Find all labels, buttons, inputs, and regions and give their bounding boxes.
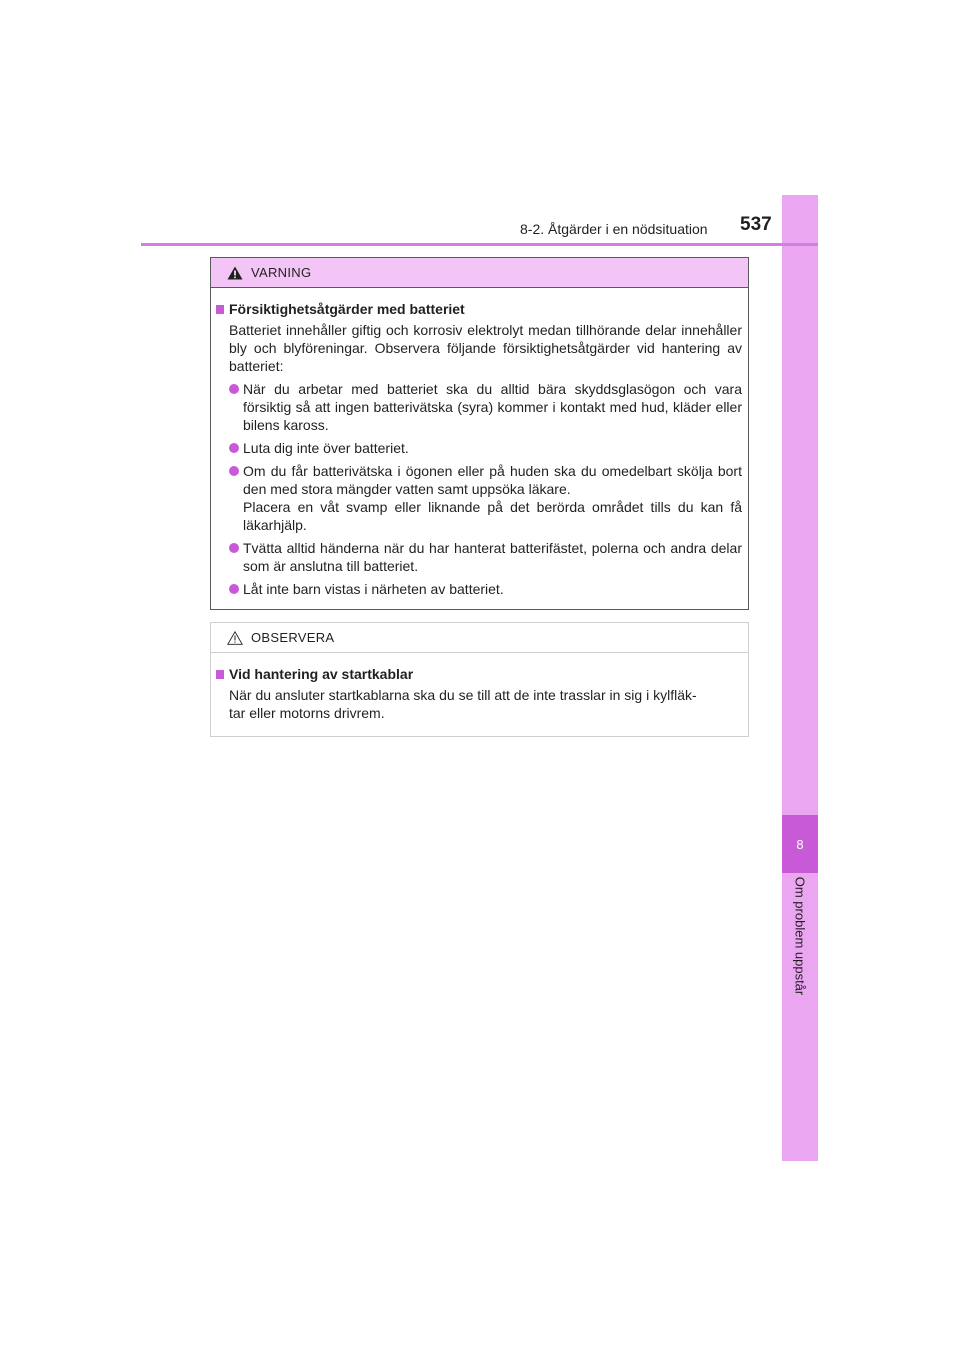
circle-bullet-icon — [229, 384, 239, 394]
circle-bullet-icon — [229, 466, 239, 476]
page-number: 537 — [740, 214, 772, 235]
warning-box — [210, 257, 749, 610]
list-item — [229, 539, 742, 575]
warning-triangle-filled-icon — [227, 266, 251, 280]
list-item-text: Luta dig inte över batteriet. — [243, 440, 409, 456]
notice-box — [210, 622, 749, 737]
warning-box-header — [211, 258, 748, 288]
circle-bullet-icon — [229, 543, 239, 553]
header-rule — [141, 243, 818, 246]
list-item-text: Låt inte barn vistas i närheten av batteriet. — [243, 581, 504, 597]
list-item — [229, 439, 742, 457]
chapter-title: Om problem uppstår — [792, 876, 808, 996]
notice-heading — [216, 665, 742, 683]
warning-box-title: VARNING — [251, 265, 312, 280]
list-item — [229, 380, 742, 434]
circle-bullet-icon — [229, 443, 239, 453]
chapter-number-tab: 8 — [782, 815, 818, 873]
warning-bullet-list — [229, 380, 742, 598]
warning-heading-text: Försiktighetsåtgärder med batteriet — [229, 301, 465, 317]
warning-triangle-outline-icon — [227, 631, 251, 645]
notice-box-title: OBSERVERA — [251, 630, 335, 645]
warning-intro: Batteriet innehåller giftig och korrosiv elektrolyt medan tillhörande delar innehåller bly och blyföreningar. Observera följande försiktighetsåtgärder vid hantering av batteriet: — [229, 322, 742, 374]
list-item-text: När du arbetar med batteriet ska du alltid bära skyddsglasögon och vara försiktig så att ingen batterivätska (syra) kommer i kontakt med hud, kläder eller bilens kaross. — [243, 381, 742, 433]
square-bullet-icon — [216, 670, 224, 679]
notice-text: När du ansluter startkablarna ska du se till att de inte trasslar in sig i kylfläk- tar eller motorns drivrem. — [229, 687, 697, 721]
list-item-text: Om du får batterivätska i ögonen eller på huden ska du omedelbart skölja bort den med stora mängder vatten samt uppsöka läkare. Placera en våt svamp eller liknande på det berörda området tills du kan få läkarhjälp. — [243, 463, 742, 533]
notice-heading-text: Vid hantering av startkablar — [229, 666, 414, 682]
list-item — [229, 462, 742, 534]
side-tab — [782, 195, 818, 1161]
section-title: 8-2. Åtgärder i en nödsituation — [520, 221, 708, 237]
warning-heading — [216, 300, 742, 318]
notice-box-header — [211, 623, 748, 653]
list-item — [229, 580, 742, 598]
list-item-text: Tvätta alltid händerna när du har hanterat batterifästet, polerna och andra delar som är anslutna till batteriet. — [243, 540, 742, 574]
square-bullet-icon — [216, 305, 224, 314]
circle-bullet-icon — [229, 584, 239, 594]
